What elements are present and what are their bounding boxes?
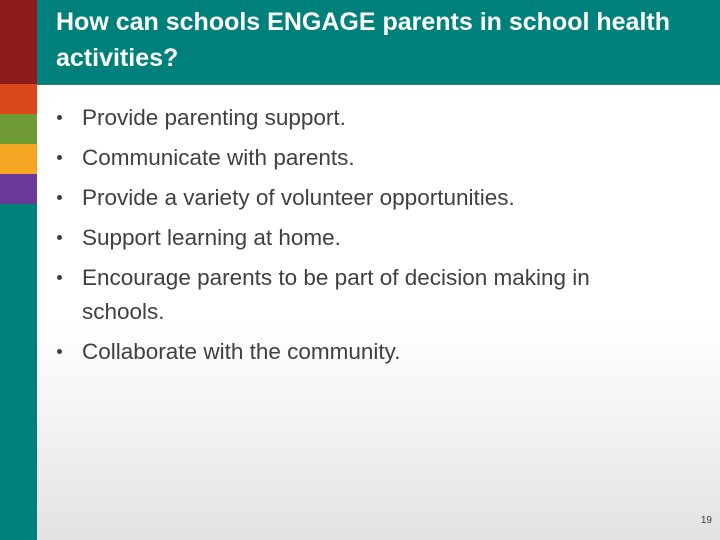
bullet-icon — [57, 195, 62, 200]
list-item — [0, 261, 720, 329]
slide-title: How can schools ENGAGE parents in school health activities? — [56, 8, 671, 72]
bullet-text: Support learning at home. — [82, 225, 341, 250]
bullet-text: Provide a variety of volunteer opportunities. — [82, 185, 515, 210]
bullet-text: Communicate with parents. — [82, 145, 355, 170]
bullet-text: Collaborate with the community. — [82, 339, 401, 364]
list-item — [0, 101, 720, 135]
bullet-icon — [57, 349, 62, 354]
bullet-icon — [57, 155, 62, 160]
bullet-icon — [57, 275, 62, 280]
page-number: 19 — [700, 515, 712, 526]
bullet-icon — [57, 115, 62, 120]
list-item — [0, 141, 720, 175]
bullet-text: Encourage parents to be part of decision making in schools. — [82, 265, 590, 324]
bullet-text: Provide parenting support. — [82, 105, 346, 130]
list-item — [0, 221, 720, 255]
list-item — [0, 181, 720, 215]
bullet-icon — [57, 235, 62, 240]
list-item — [0, 335, 720, 369]
bullet-list — [0, 101, 720, 375]
